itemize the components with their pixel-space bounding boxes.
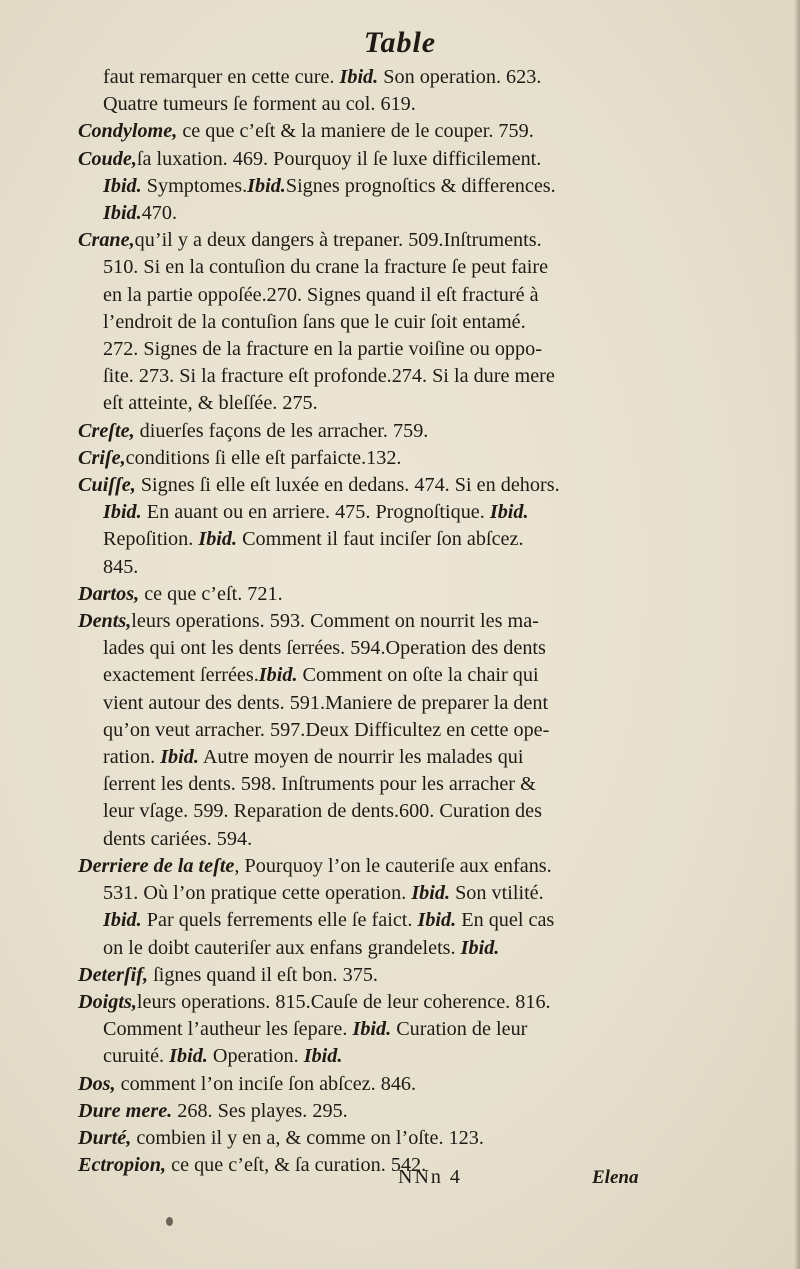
italic-term: Ibid.: [258, 664, 298, 687]
entry-text: ſite. 273. Si la fracture eſt profonde.274. Si la dure mere: [103, 365, 555, 388]
entry-text: 272. Signes de la fracture en la partie voiſine ou oppo-: [103, 338, 542, 361]
index-entry-head-line: [78, 581, 658, 608]
index-entry-continuation-line: [78, 309, 658, 336]
index-entry-continuation-line: [78, 717, 658, 744]
entry-text: qu’il y a deux dangers à trepaner. 509.Inſtruments.: [134, 229, 542, 252]
index-entry-continuation-line: [78, 254, 658, 281]
index-entry-head-line: [78, 227, 658, 254]
index-entry-continuation-line: [78, 1016, 658, 1043]
entry-text: comment l’on inciſe ſon abſcez. 846.: [115, 1072, 417, 1095]
entry-text: leurs operations. 593. Comment on nourrit les ma-: [131, 610, 539, 633]
entry-text: l’endroit de la contuſion ſans que le cuir ſoit entamé.: [103, 310, 526, 333]
index-entry-continuation-line: [78, 635, 658, 662]
entry-text: Quatre tumeurs ſe forment au col. 619.: [103, 93, 416, 116]
page-title: Table: [363, 26, 437, 59]
italic-term: Cuiſſe,: [78, 474, 136, 497]
index-entry-continuation-line: [78, 662, 658, 689]
italic-term: Durté,: [78, 1126, 132, 1149]
index-entry-continuation-line: [78, 880, 658, 907]
entry-text: ration.: [103, 746, 161, 769]
index-entry-continuation-line: [78, 336, 658, 363]
entry-text: 268. Ses playes. 295.: [172, 1099, 348, 1122]
entry-text: Symptomes.: [141, 174, 248, 197]
italic-term: Coude,: [78, 147, 137, 170]
italic-term: Ibid.: [460, 936, 500, 959]
italic-term: Ibid.: [160, 746, 199, 769]
entry-text: faut remarquer en cette cure.: [103, 66, 340, 88]
entry-text: 510. Si en la contuſion du crane la fracture ſe peut faire: [103, 256, 549, 279]
index-entry-continuation-line: [78, 64, 658, 91]
italic-term: Ibid.: [103, 909, 142, 932]
italic-term: Ibid.: [417, 909, 457, 932]
index-entry-head-line: [78, 118, 658, 145]
entry-text: on le doibt cauteriſer aux enfans grandelets.: [103, 936, 461, 959]
entry-text: Son vtilité.: [450, 882, 544, 905]
index-entry-continuation-line: [78, 907, 658, 934]
index-entry-continuation-line: [78, 826, 658, 853]
entry-text: combien il y en a, & comme on l’oſte. 123.: [131, 1126, 484, 1149]
entry-text: Curation de leur: [391, 1018, 528, 1041]
index-entry-continuation-line: [78, 744, 658, 771]
entry-text: leurs operations. 815.Cauſe de leur coherence. 816.: [136, 990, 551, 1013]
entry-text: 531. Où l’on pratique cette operation.: [103, 882, 412, 905]
entry-text: ce que c’eſt, & ſa curation. 542.: [166, 1154, 427, 1177]
signature-mark: NNn 4: [398, 1166, 462, 1188]
index-entry-head-line: [78, 445, 658, 472]
index-entry-head-line: [78, 1152, 658, 1179]
index-body: [78, 64, 658, 1179]
entry-text: Par quels ferrements elle ſe faict.: [141, 909, 418, 932]
italic-term: Crane,: [78, 229, 135, 252]
italic-term: Ibid.: [198, 528, 238, 551]
entry-text: leur vſage. 599. Reparation de dents.600. Curation des: [103, 800, 542, 823]
catchword: Elena: [592, 1167, 639, 1188]
entry-text: qu’on veut arracher. 597.Deux Difficultez en cette ope-: [103, 718, 550, 741]
entry-text: Comment il faut inciſer ſon abſcez.: [237, 528, 524, 551]
entry-text: diuerſes façons de les arracher. 759.: [134, 419, 429, 442]
italic-term: Ibid.: [303, 1045, 343, 1068]
entry-text: eſt atteinte, & bleſſée. 275.: [103, 392, 318, 415]
index-entry-continuation-line: [78, 798, 658, 825]
italic-term: Condylome,: [78, 120, 178, 143]
index-entry-head-line: [78, 962, 658, 989]
entry-text: Signes prognoſtics & differences.: [285, 174, 556, 197]
ink-blot: [166, 1217, 173, 1226]
italic-term: Creſte,: [78, 419, 135, 442]
entry-text: Son operation. 623.: [378, 66, 542, 88]
index-entry-continuation-line: [78, 1043, 658, 1070]
index-entry-continuation-line: [78, 526, 658, 553]
index-entry-head-line: [78, 1098, 658, 1125]
italic-term: Dos,: [78, 1072, 116, 1095]
index-entry-continuation-line: [78, 690, 658, 717]
entry-text: Comment l’autheur les ſepare.: [103, 1018, 353, 1041]
italic-term: Ibid.: [247, 174, 286, 197]
italic-term: Ibid.: [103, 174, 142, 197]
entry-text: En auant ou en arriere. 475. Prognoſtique.: [141, 501, 490, 524]
entry-text: ſerrent les dents. 598. Inſtruments pour les arracher &: [103, 773, 536, 796]
entry-text: lades qui ont les dents ſerrées. 594.Operation des dents: [103, 637, 546, 660]
italic-term: Deterſif,: [78, 963, 149, 986]
index-entry-continuation-line: [78, 91, 658, 118]
index-entry-continuation-line: [78, 390, 658, 417]
index-entry-continuation-line: [78, 173, 658, 200]
italic-term: Derriere de la teſte: [78, 854, 235, 877]
entry-text: Signes ſi elle eſt luxée en dedans. 474. Si en dehors.: [135, 474, 560, 497]
italic-term: Ibid.: [411, 882, 451, 905]
entry-text: exactement ſerrées.: [103, 664, 259, 687]
index-entry-continuation-line: [78, 200, 658, 227]
index-entry-continuation-line: [78, 282, 658, 309]
entry-text: Operation.: [207, 1045, 304, 1068]
italic-term: Ibid.: [103, 501, 142, 524]
index-entry-continuation-line: [78, 935, 658, 962]
entry-text: ce que c’eſt. 721.: [139, 582, 283, 605]
entry-text: conditions ſi elle eſt parfaicte.132.: [125, 446, 402, 469]
index-entry-head-line: [78, 608, 658, 635]
italic-term: Dartos,: [78, 582, 140, 605]
index-entry-head-line: [78, 418, 658, 445]
italic-term: Ibid.: [339, 66, 379, 88]
italic-term: Ectropion,: [78, 1154, 167, 1177]
index-entry-head-line: [78, 1125, 658, 1152]
entry-text: Comment on oſte la chair qui: [297, 664, 539, 687]
italic-term: Ibid.: [103, 202, 142, 225]
index-entry-continuation-line: [78, 363, 658, 390]
italic-term: Dure mere.: [78, 1099, 173, 1122]
index-entry-continuation-line: [78, 771, 658, 798]
index-entry-continuation-line: [78, 499, 658, 526]
entry-text: 470.: [141, 202, 178, 225]
index-entry-head-line: [78, 1071, 658, 1098]
italic-term: Ibid.: [489, 501, 529, 524]
entry-text: Repoſition.: [103, 528, 199, 551]
entry-text: en la partie oppoſée.270. Signes quand il eſt fracturé à: [103, 283, 539, 306]
index-entry-continuation-line: [78, 554, 658, 581]
index-entry-head-line: [78, 989, 658, 1016]
entry-text: Autre moyen de nourrir les malades qui: [198, 746, 524, 769]
italic-term: Ibid.: [352, 1018, 392, 1041]
entry-text: ce que c’eſt & la maniere de le couper. 759.: [177, 120, 534, 143]
index-entry-head-line: [78, 146, 658, 173]
index-entry-head-line: [78, 472, 658, 499]
entry-text: En quel cas: [456, 909, 555, 932]
entry-text: ſa luxation. 469. Pourquoy il ſe luxe difficilement.: [136, 147, 542, 170]
italic-term: Dents,: [78, 610, 132, 633]
italic-term: Ibid.: [169, 1045, 208, 1068]
entry-text: 845.: [103, 555, 139, 578]
entry-text: , Pourquoy l’on le cauteriſe aux enfans.: [234, 854, 552, 877]
index-entry-head-line: [78, 853, 658, 880]
entry-text: ſignes quand il eſt bon. 375.: [148, 963, 378, 986]
entry-text: vient autour des dents. 591.Maniere de preparer la dent: [103, 691, 549, 714]
italic-term: Criſe,: [78, 446, 126, 469]
italic-term: Doigts,: [78, 990, 137, 1013]
entry-text: dents cariées. 594.: [103, 827, 253, 850]
entry-text: curuité.: [103, 1045, 170, 1068]
